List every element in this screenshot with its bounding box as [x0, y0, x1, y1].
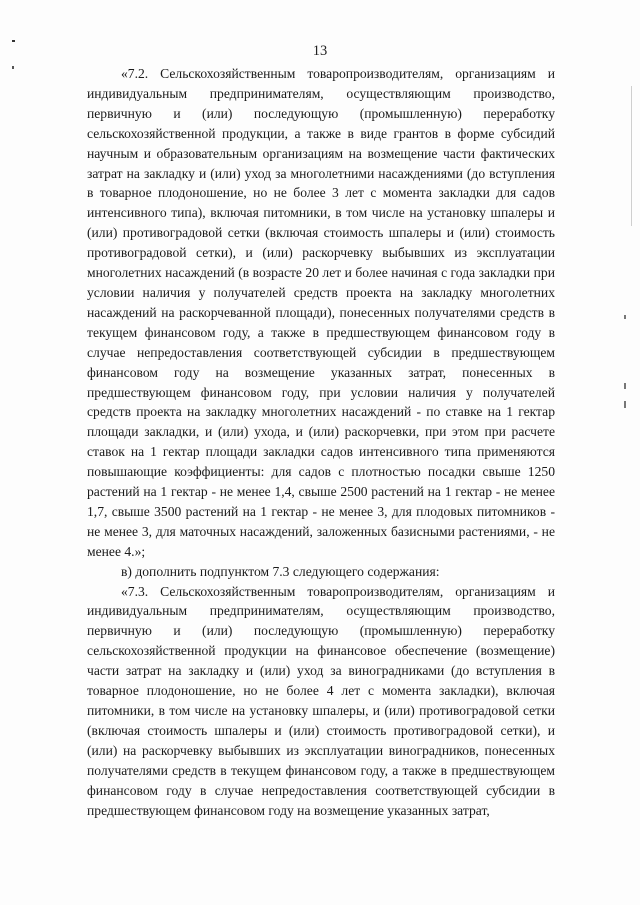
document-body	[87, 64, 555, 820]
paragraph-amendment-v: в) дополнить подпунктом 7.3 следующего содержания:	[121, 563, 440, 579]
page-number: 13	[312, 43, 328, 59]
paragraph-7-2: «7.2. Сельскохозяйственным товаропроизводителям, организациям и индивидуальным предпринимателям, осуществляющим производство, первичную и (или) последующую (промышленную) переработку сельскохозяйственной продукции, а также в виде грантов в форме субсидий научным и образовательным организациям на возмещение части фактических затрат на закладку и (или) уход за многолетними насаждениями (до вступления в товарное плодоношение, но не более 3 лет с момента закладки для садов интенсивного типа), включая питомники, в том числе на установку шпалеры и (или) противоградовой сетки (включая стоимость шпалеры и (или) стоимость противоградовой сетки), и (или) раскорчевку выбывших из эксплуатации многолетних насаждений (в возрасте 20 лет и более начиная с года закладки при условии наличия у получателей средств проекта на закладку многолетних насаждений на раскорчеванной площади), понесенных получателями средств в текущем финансовом году, а также в предшествующем финансовом году в случае непредоставления соответствующей субсидии в предшествующем финансовом году на возмещение указанных затрат, понесенных в предшествующем финансовом году, при условии наличия у получателей средств проекта на закладку многолетних насаждений - по ставке на 1 гектар площади закладки, и (или) ухода, и (или) раскорчевки, при этом при расчете ставок на 1 гектар площади закладки садов интенсивного типа применяются повышающие коэффициенты: для садов с плотностью посадки свыше 1250 растений на 1 гектар - не менее 1,4, свыше 2500 растений на 1 гектар - не менее 1,7, свыше 3500 растений на 1 гектар - не менее 3, для плодовых питомников - не менее 3, для маточных насаждений, заложенных базисными растениями, - не менее 4.»;	[87, 66, 555, 559]
scan-edge-mark	[624, 401, 626, 408]
scan-artifact-mark	[12, 66, 14, 69]
scan-edge-mark	[624, 315, 626, 319]
paragraph-7-3: «7.3. Сельскохозяйственным товаропроизводителям, организациям и индивидуальным предпринимателям, осуществляющим производство, первичную и (или) последующую (промышленную) переработку сельскохозяйственной продукции на финансовое обеспечение (возмещение) части затрат на закладку и (или) уход за виноградниками (до вступления в товарное плодоношение, но не более 4 лет с момента закладки), включая питомники, в том числе на установку шпалеры, и (или) противоградовой сетки (включая стоимость шпалеры и (или) стоимость противоградовой сетки), и (или) на раскорчевку выбывших из эксплуатации виноградников, понесенных получателями средств в текущем финансовом году, а также в предшествующем финансовом году в случае непредоставления соответствующей субсидии в предшествующем финансовом году на возмещение указанных затрат,	[87, 583, 555, 818]
scan-edge-shadow	[631, 86, 632, 226]
scan-artifact-mark	[12, 40, 15, 42]
scan-edge-mark	[624, 383, 626, 389]
